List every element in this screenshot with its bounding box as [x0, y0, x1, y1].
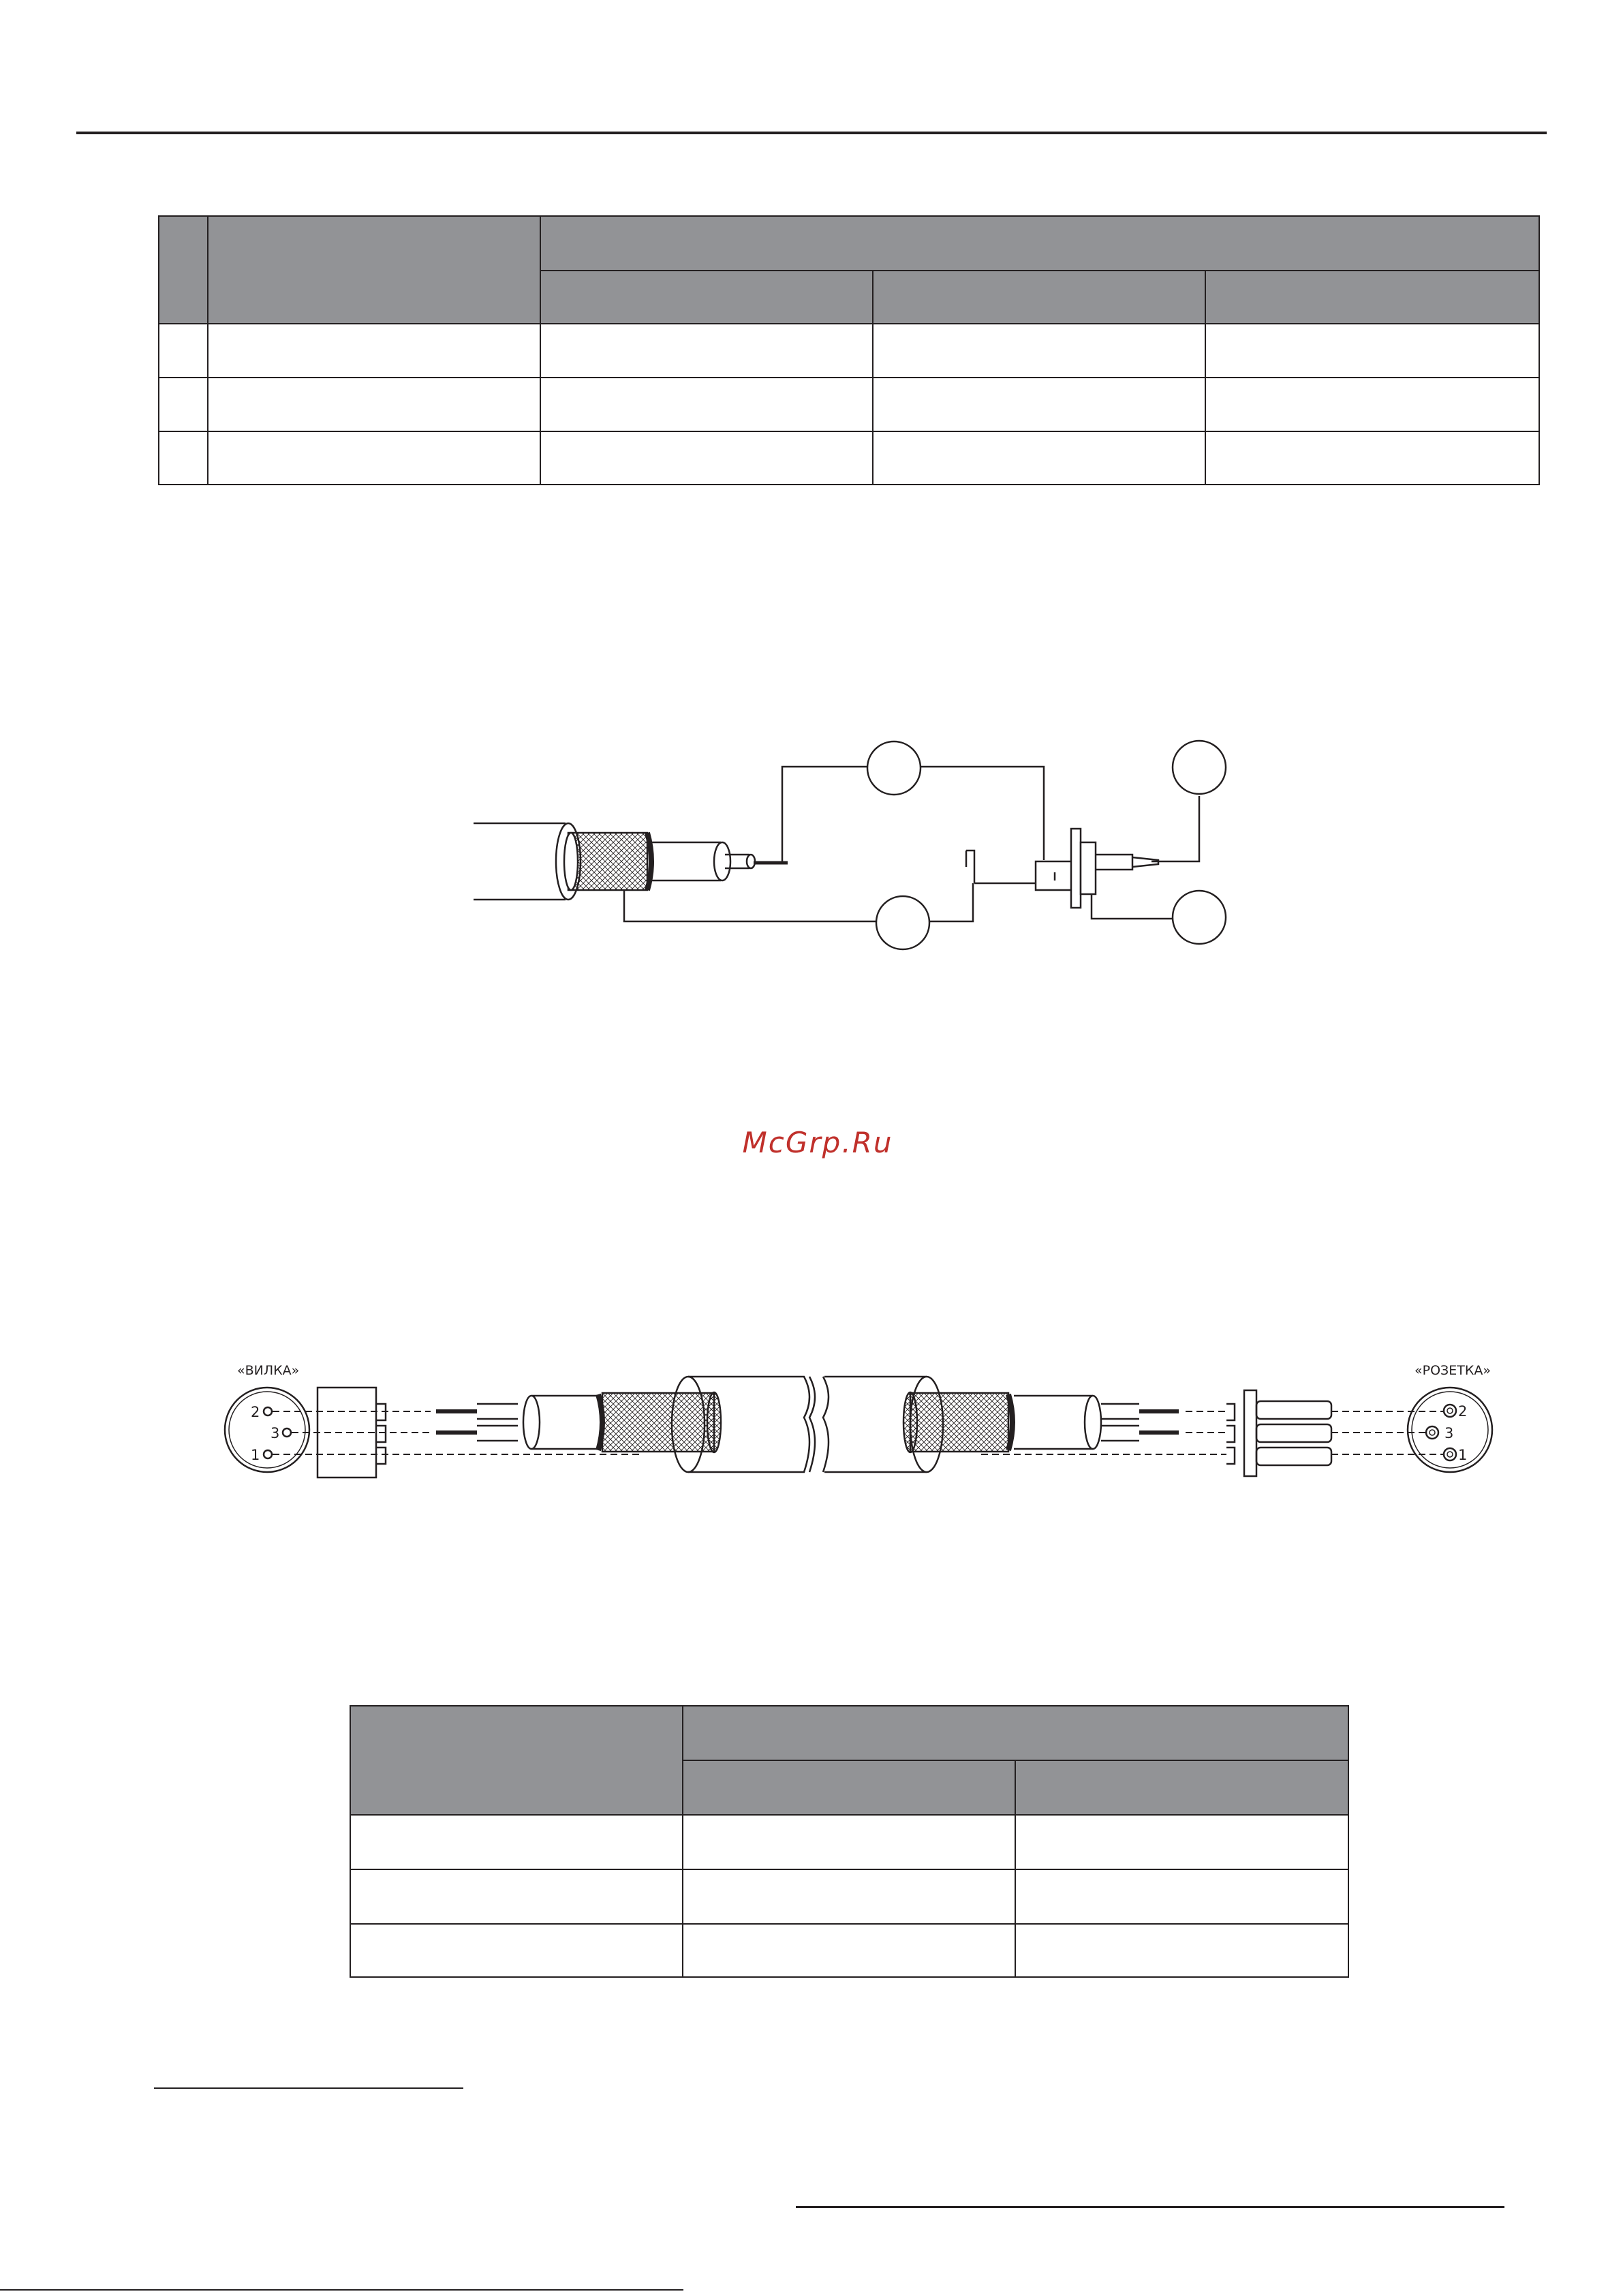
- plug-label: «ВИЛКА»: [237, 1363, 300, 1378]
- socket-pin-2: [1444, 1405, 1456, 1417]
- socket-pin-label-1: 1: [1458, 1447, 1468, 1463]
- table-row: [350, 1815, 1348, 1869]
- socket-pin-1: [1444, 1448, 1456, 1460]
- plug-pin-3: [283, 1428, 291, 1437]
- socket-flange: [1244, 1390, 1256, 1476]
- table-row: [350, 1869, 1348, 1924]
- table2-header-name: [350, 1706, 683, 1815]
- plug-pin-2: [264, 1407, 272, 1415]
- table2-header-group: [683, 1706, 1348, 1760]
- table-row: [350, 1924, 1348, 1977]
- plug-pin-label-1: 1: [251, 1447, 260, 1463]
- plug-pin-1: [264, 1450, 272, 1458]
- socket-pin-3: [1426, 1426, 1438, 1439]
- socket-pin-label-3: 3: [1444, 1425, 1454, 1441]
- table2-subheader-2: [1015, 1760, 1348, 1815]
- table2-subheader-1: [683, 1760, 1015, 1815]
- plug-pin-label-3: 3: [270, 1425, 280, 1441]
- watermark: McGrp.Ru: [742, 1126, 893, 1159]
- socket-label: «РОЗЕТКА»: [1415, 1363, 1491, 1378]
- plug-pin-label-2: 2: [251, 1404, 260, 1420]
- cable-spec-table-2: [350, 1705, 1349, 1978]
- socket-pin-label-2: 2: [1458, 1403, 1468, 1420]
- plug-face: [225, 1388, 309, 1472]
